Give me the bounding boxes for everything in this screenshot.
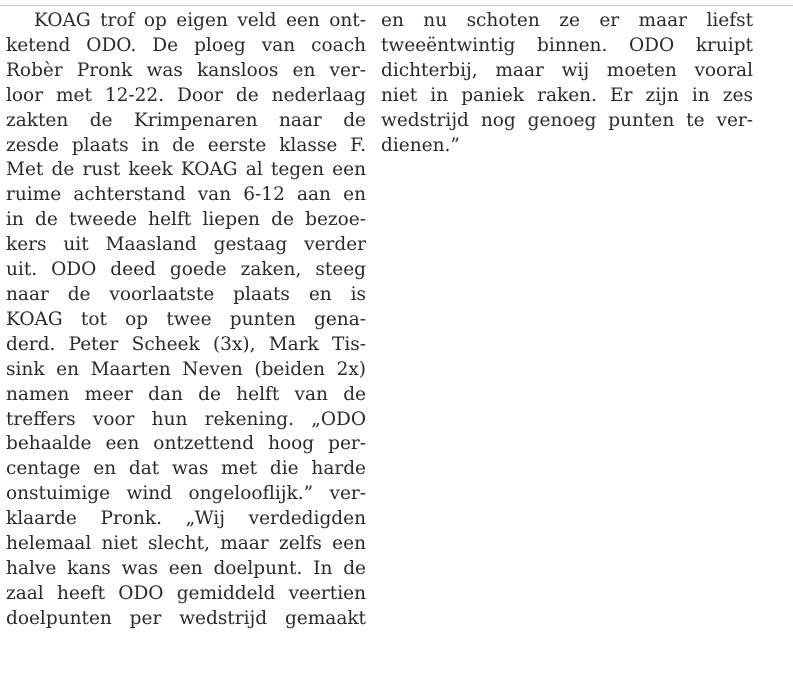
text-line: KOAG trof op eigen veld een ont-: [34, 10, 366, 31]
top-rule: [0, 5, 793, 6]
text-line: tweeëntwintig binnen. ODO kruipt: [381, 34, 753, 56]
text-line: derd. Peter Scheek (3x), Mark Tis-: [6, 333, 366, 355]
text-line: doelpunten per wedstrijd gemaakt: [6, 607, 366, 629]
text-line: zakten de Krimpenaren naar de: [6, 109, 366, 131]
text-line: wedstrijd nog genoeg punten te ver-: [381, 109, 753, 131]
text-line: in de tweede helft liepen de bezoe-: [6, 209, 366, 231]
text-line: onstuimige wind ongelooflijk.” ver-: [6, 483, 366, 505]
text-line: centage en dat was met die harde: [6, 458, 366, 480]
text-line: halve kans was een doelpunt. In de: [6, 557, 366, 579]
text-line: ruime achterstand van 6-12 aan en: [6, 184, 366, 206]
text-line: niet in paniek raken. Er zijn in zes: [381, 84, 753, 106]
text-line: ketend ODO. De ploeg van coach: [6, 34, 366, 56]
text-line: zaal heeft ODO gemiddeld veertien: [6, 582, 366, 604]
text-line: Met de rust keek KOAG al tegen een: [6, 159, 366, 181]
article-column-left: [6, 9, 366, 632]
text-line: namen meer dan de helft van de: [6, 383, 366, 405]
text-line: helemaal niet slecht, maar zelfs een: [6, 533, 366, 555]
text-line: dienen.”: [381, 134, 460, 156]
text-line: dichterbij, maar wij moeten vooral: [381, 59, 753, 81]
article-column-right: [381, 9, 753, 158]
text-line: KOAG tot op twee punten gena-: [6, 308, 366, 330]
text-line: en nu schoten ze er maar liefst: [381, 10, 753, 31]
text-line: naar de voorlaatste plaats en is: [6, 283, 366, 305]
text-line: behaalde een ontzettend hoog per-: [6, 433, 366, 455]
text-line: uit. ODO deed goede zaken, steeg: [6, 259, 366, 281]
text-line: treffers voor hun rekening. „ODO: [6, 408, 366, 430]
text-line: zesde plaats in de eerste klasse F.: [6, 134, 366, 156]
text-line: Robèr Pronk was kansloos en ver-: [6, 59, 366, 81]
text-line: sink en Maarten Neven (beiden 2x): [6, 358, 366, 380]
text-line: klaarde Pronk. „Wij verdedigden: [6, 508, 366, 530]
text-line: loor met 12-22. Door de nederlaag: [6, 84, 366, 106]
text-line: kers uit Maasland gestaag verder: [6, 234, 366, 256]
